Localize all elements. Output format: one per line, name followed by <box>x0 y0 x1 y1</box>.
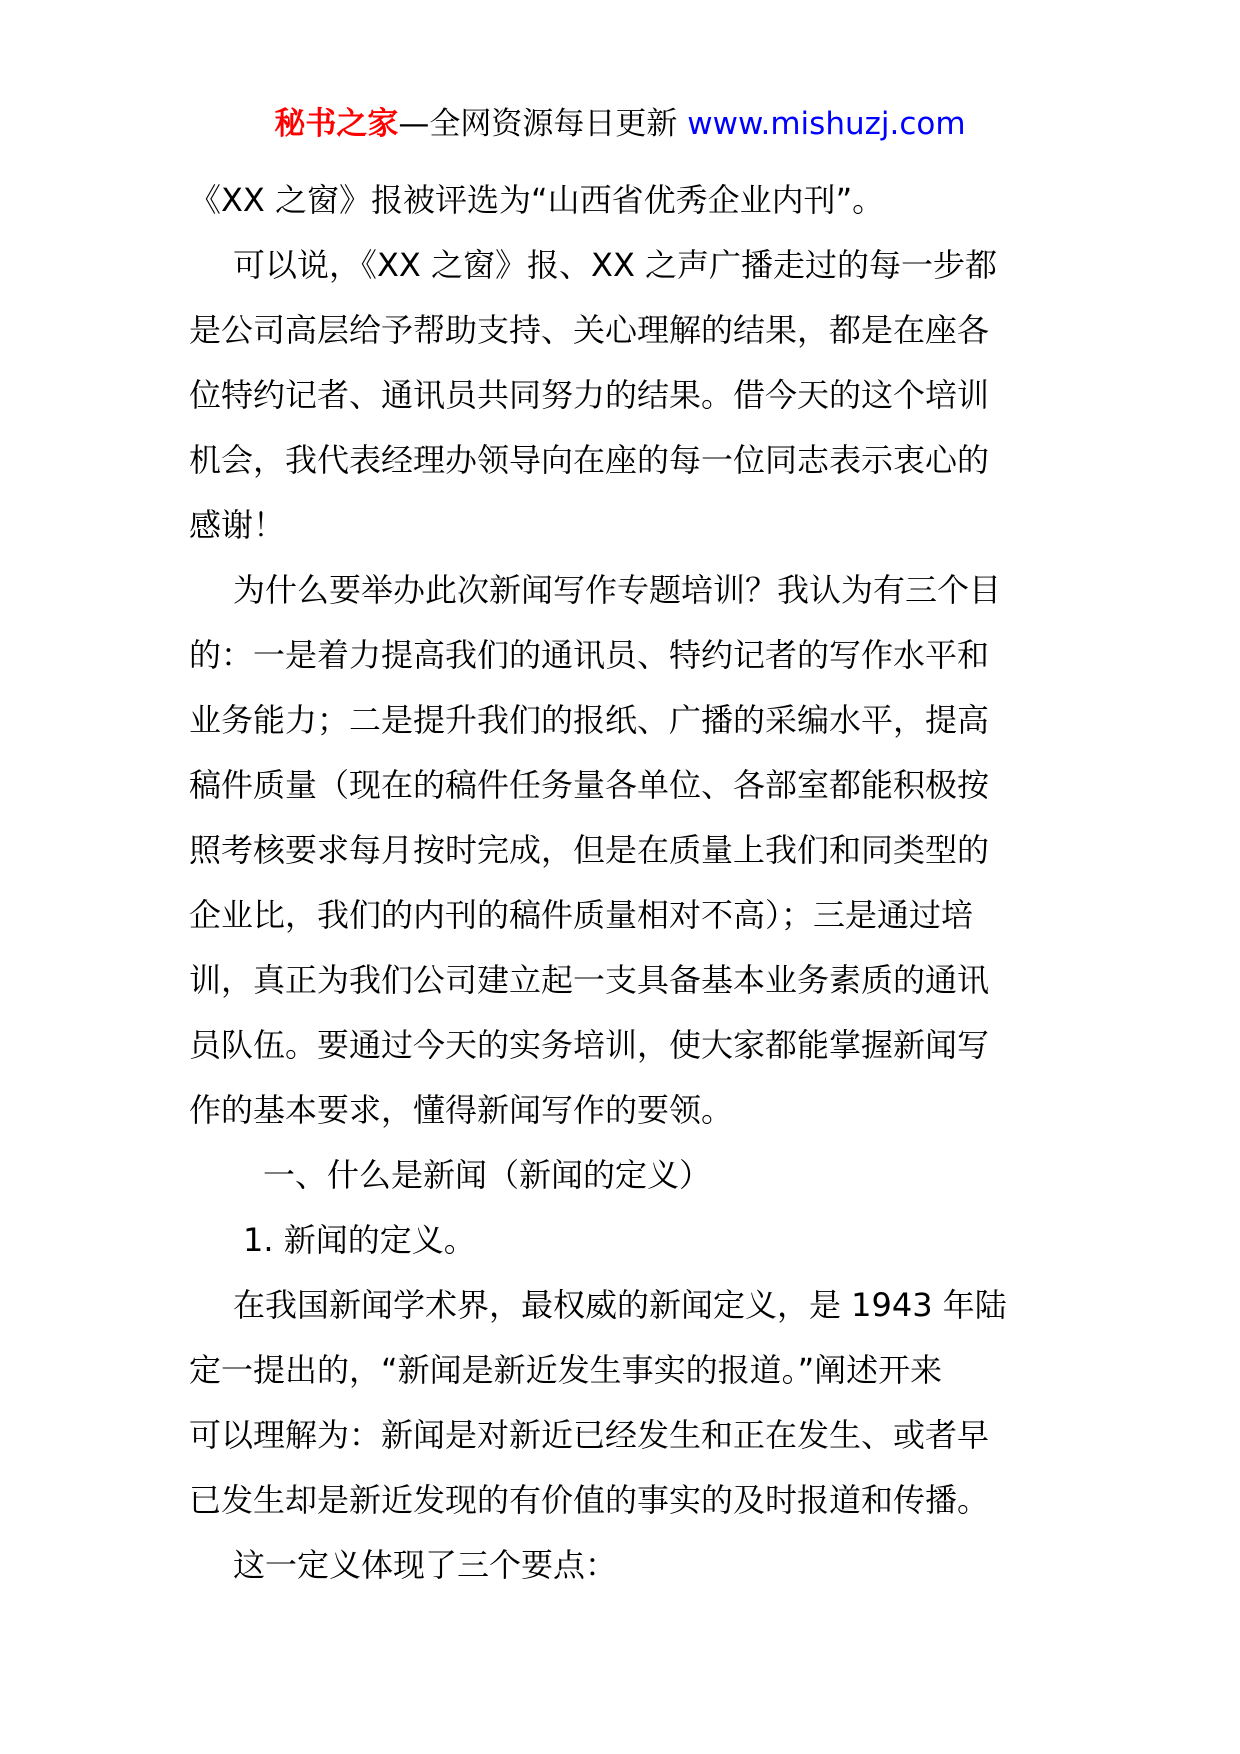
text-line: 作的基本要求，懂得新闻写作的要领。 <box>189 1091 734 1129</box>
text-line: 稿件质量（现在的稿件任务量各单位、各部室都能积极按 <box>189 766 990 804</box>
text-line: 可以理解为：新闻是对新近已经发生和正在发生、或者早 <box>189 1416 990 1454</box>
paragraph-start: 在我国新闻学术界，最权威的新闻定义，是 1943 年陆 <box>233 1286 1007 1324</box>
text-line: 企业比，我们的内刊的稿件质量相对不高）；三是通过培 <box>189 896 974 934</box>
text-line: 机会，我代表经理办领导向在座的每一位同志表示衷心的 <box>189 441 990 479</box>
site-tagline: —全网资源每日更新 <box>398 106 688 142</box>
text-line: 位特约记者、通讯员共同努力的结果。借今天的这个培训 <box>189 376 990 414</box>
text-line: 定一提出的，“新闻是新近发生事实的报道。”阐述开来 <box>189 1351 943 1389</box>
text-line: 训，真正为我们公司建立起一支具备基本业务素质的通讯 <box>189 961 990 999</box>
text-line: 的：一是着力提高我们的通讯员、特约记者的写作水平和 <box>189 636 990 674</box>
paragraph-start: 可以说，《XX 之窗》报、XX 之声广播走过的每一步都 <box>233 246 998 284</box>
section-heading: 一、什么是新闻（新闻的定义） <box>263 1156 712 1194</box>
text-line: 已发生却是新近发现的有价值的事实的及时报道和传播。 <box>189 1481 990 1519</box>
text-line: 照考核要求每月按时完成，但是在质量上我们和同类型的 <box>189 831 990 869</box>
paragraph-start: 这一定义体现了三个要点： <box>233 1546 618 1584</box>
site-header <box>0 102 1240 146</box>
text-line: 员队伍。要通过今天的实务培训，使大家都能掌握新闻写 <box>189 1026 990 1064</box>
site-url-link[interactable]: www.mishuzj.com <box>687 106 966 142</box>
text-line: 业务能力；二是提升我们的报纸、广播的采编水平，提高 <box>189 701 990 739</box>
text-line: 是公司高层给予帮助支持、关心理解的结果，都是在座各 <box>189 311 990 349</box>
site-brand: 秘书之家 <box>274 106 399 142</box>
text-line: 《XX 之窗》报被评选为“山西省优秀企业内刊”。 <box>189 181 885 219</box>
document-body <box>189 168 1069 1598</box>
text-line: 感谢！ <box>189 506 286 544</box>
subsection-heading: 1. 新闻的定义。 <box>243 1221 476 1259</box>
paragraph-start: 为什么要举办此次新闻写作专题培训？我认为有三个目 <box>233 571 1002 609</box>
